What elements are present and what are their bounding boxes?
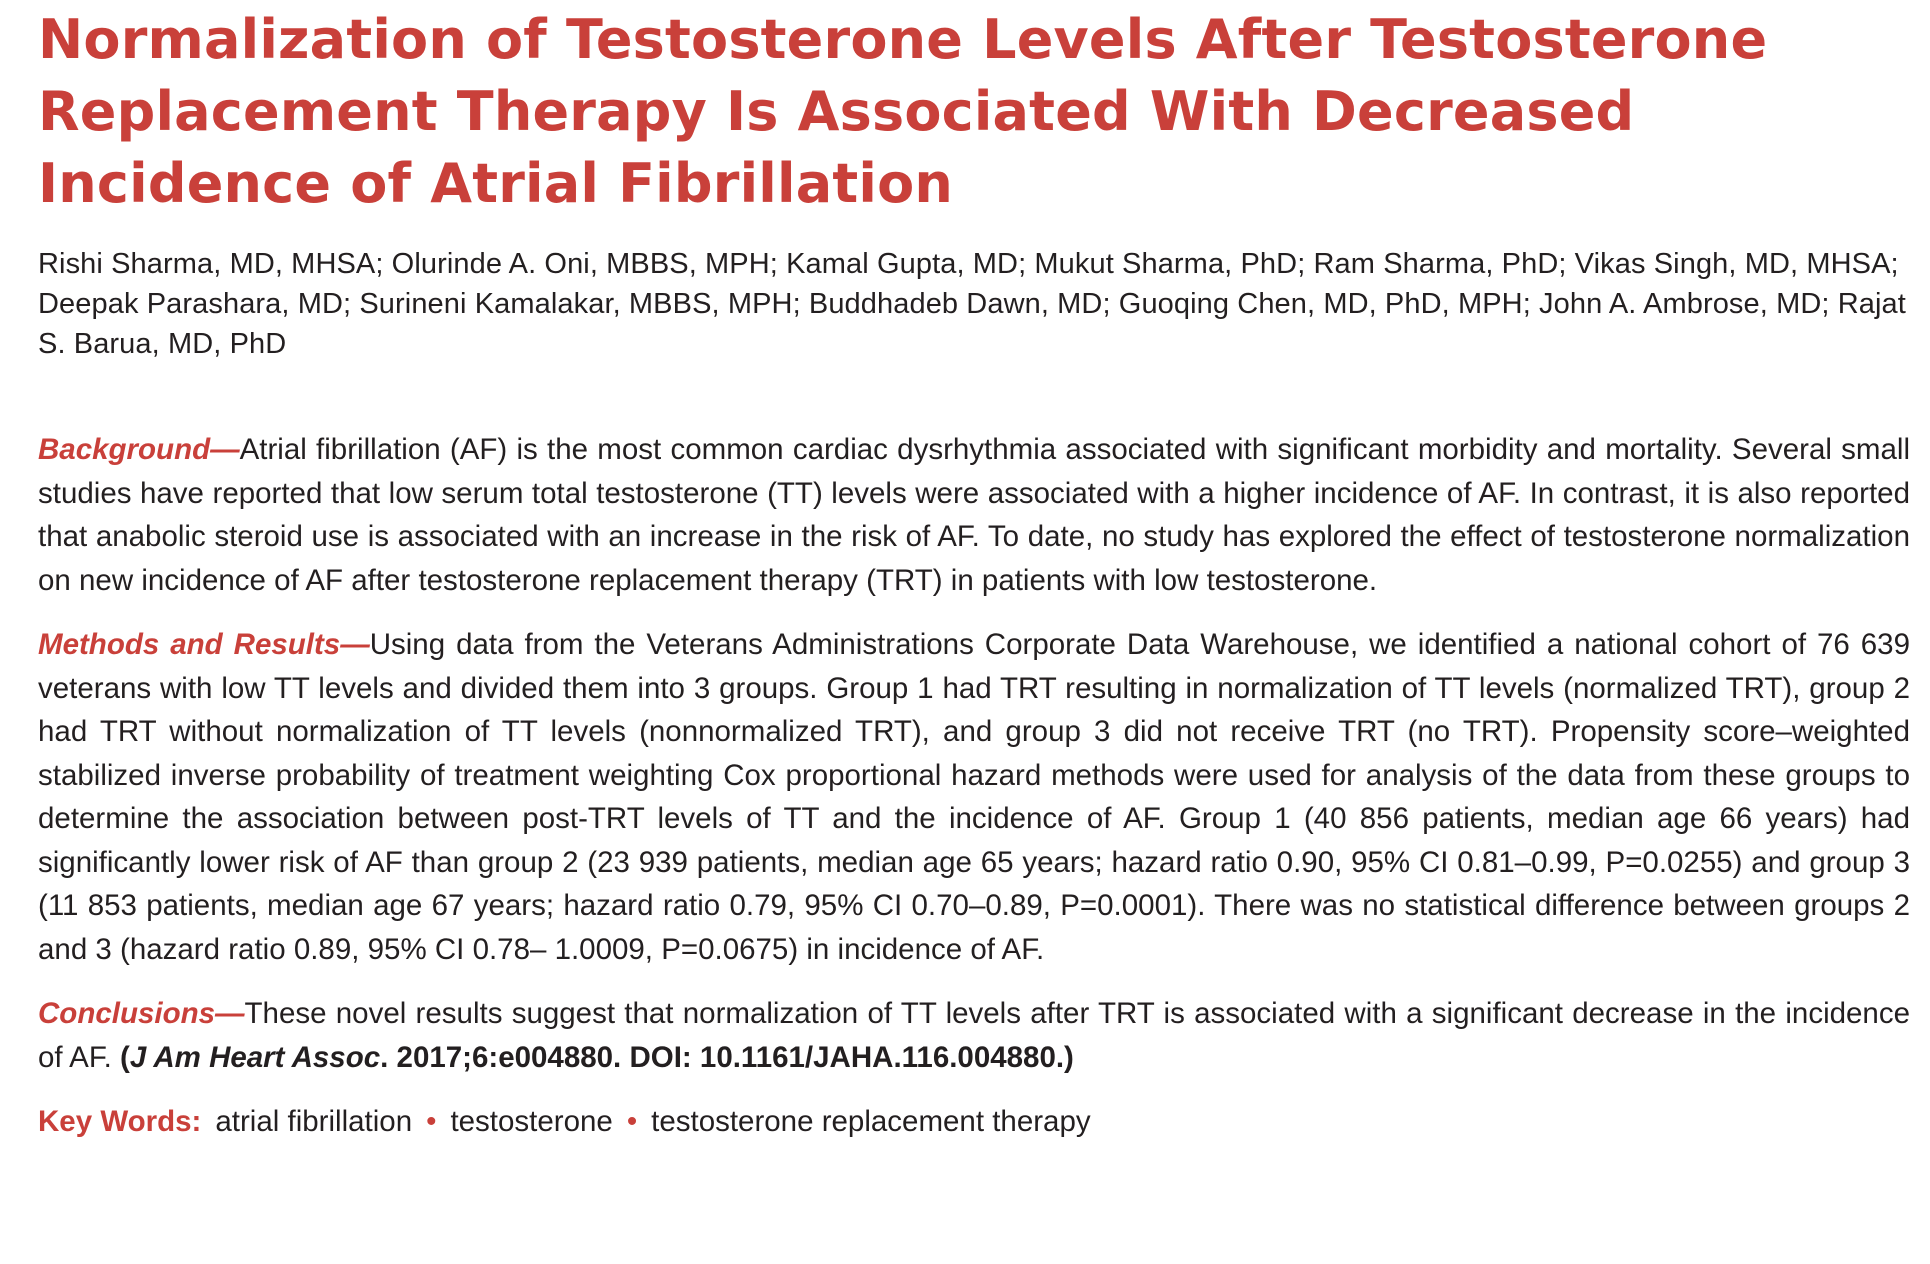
conclusions-heading: Conclusions— — [38, 997, 245, 1030]
methods-results-heading: Methods and Results— — [38, 628, 370, 661]
citation-journal: J Am Heart Assoc — [129, 1040, 381, 1074]
citation-open: ( — [120, 1040, 130, 1074]
citation-details: . 2017;6:e004880. DOI: 10.1161/JAHA.116.004880.) — [380, 1040, 1074, 1074]
citation — [120, 1041, 1074, 1074]
conclusions-text: These novel results suggest that normalization of TT levels after TRT is associated with a significant decrease in the incidence of AF. — [38, 997, 1910, 1074]
article-page — [38, 0, 1910, 1144]
keywords-label: Key Words: — [38, 1105, 202, 1138]
keyword-item: atrial fibrillation — [215, 1105, 413, 1138]
keyword-separator: • — [426, 1105, 437, 1138]
abstract-conclusions — [38, 992, 1910, 1079]
keyword-item: testosterone replacement therapy — [651, 1105, 1091, 1138]
background-heading: Background— — [38, 433, 240, 466]
keyword-separator: • — [626, 1105, 638, 1138]
abstract — [38, 428, 1910, 1079]
abstract-background — [38, 428, 1910, 602]
background-text: Atrial fibrillation (AF) is the most common cardiac dysrhythmia associated with significant morbidity and mortality. Several small studies have reported that low serum total testosterone (TT) levels were associated with a higher incidence of AF. In contrast, it is also reported that anabolic steroid use is associated with an increase in the risk of AF. To date, no study has explored the effect of testosterone normalization on new incidence of AF after testosterone replacement therapy (TRT) in patients with low testosterone. — [38, 433, 1910, 597]
abstract-methods-results — [38, 623, 1910, 971]
article-title: Normalization of Testosterone Levels After Testosterone Replacement Therapy Is Associated With Decreased Incidence of Atrial Fibrillation — [38, 8, 1768, 215]
keywords — [38, 1100, 1910, 1144]
methods-results-text: Using data from the Veterans Administrations Corporate Data Warehouse, we identified a national cohort of 76 639 veterans with low TT levels and divided them into 3 groups. Group 1 had TRT resulting in normalization of TT levels (normalized TRT), group 2 had TRT without normalization of TT levels (nonnormalized TRT), and group 3 did not receive TRT (no TRT). Propensity score–weighted stabilized inverse probability of treatment weighting Cox proportional hazard methods were used for analysis of the data from these groups to determine the association between post-TRT levels of TT and the incidence of AF. Group 1 (40 856 patients, median age 66 years) had significantly lower risk of AF than group 2 (23 939 patients, median age 65 years; hazard ratio 0.90, 95% CI 0.81–0.99, P=0.0255) and group 3 (11 853 patients, median age 67 years; hazard ratio 0.79, 95% CI 0.70–0.89, P=0.0001). There was no statistical difference between groups 2 and 3 (hazard ratio 0.89, 95% CI 0.78– 1.0009, P=0.0675) in incidence of AF. — [38, 628, 1910, 966]
keyword-item: testosterone — [450, 1105, 613, 1138]
author-list: Rishi Sharma, MD, MHSA; Olurinde A. Oni, MBBS, MPH; Kamal Gupta, MD; Mukut Sharma, PhD; Ram Sharma, PhD; Vikas Singh, MD, MHSA; Deepak Parashara, MD; Surineni Kamalakar, MBBS, MPH; Buddhadeb Dawn, MD; Guoqing Chen, MD, PhD, MPH; John A. Ambrose, MD; Rajat S. Barua, MD, PhD — [38, 248, 1906, 360]
